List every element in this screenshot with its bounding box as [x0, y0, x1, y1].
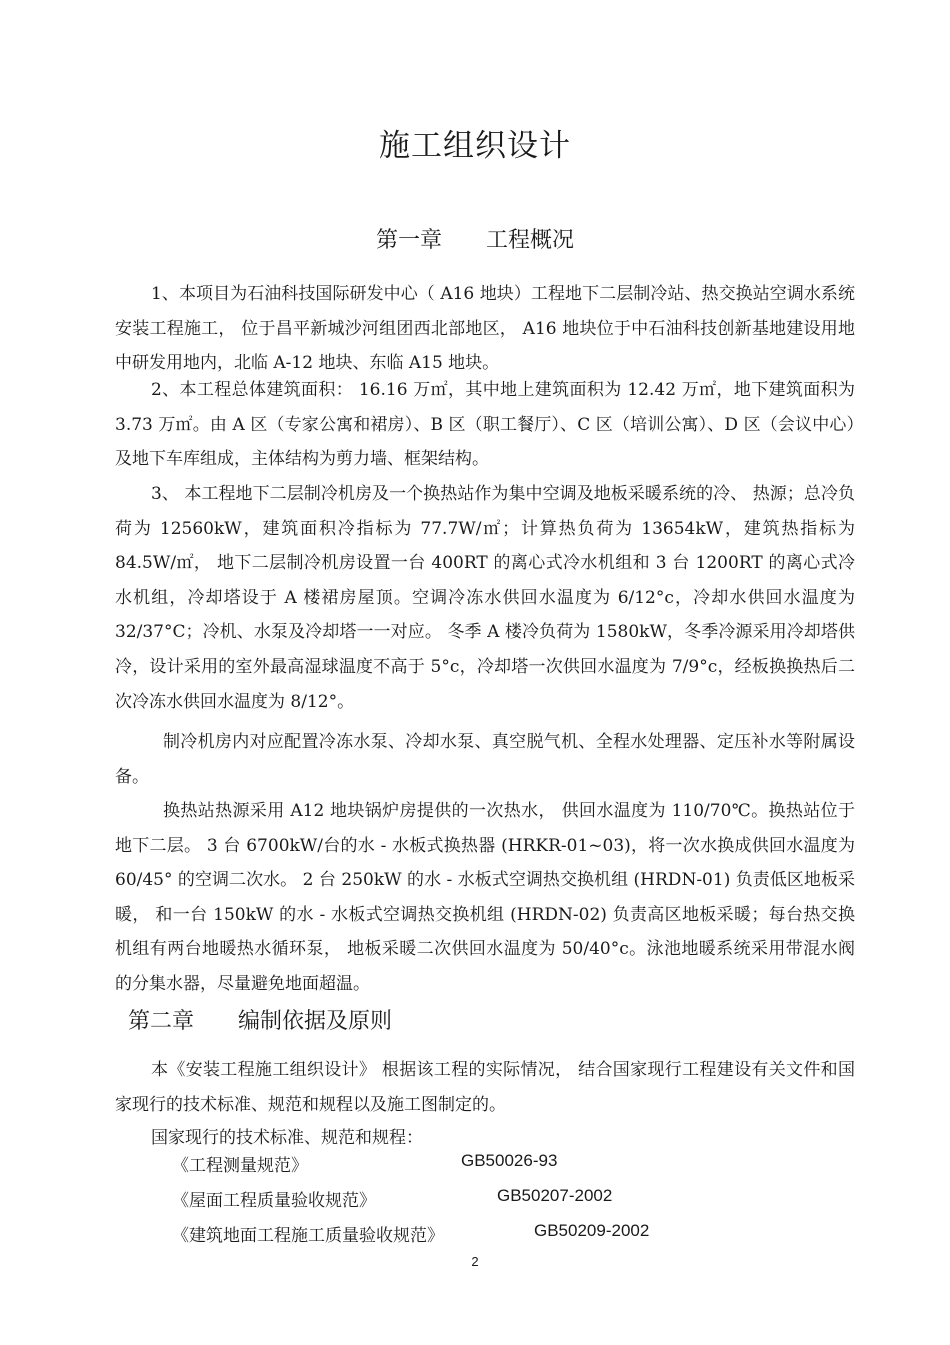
chapter-2-name: 编制依据及原则: [238, 1009, 393, 1034]
chapter-2-heading: [128, 1004, 392, 1035]
paragraph-standards-intro: 国家现行的技术标准、规范和规程：: [151, 1128, 423, 1148]
chapter-1-heading: [0, 223, 950, 254]
standard-name: 《屋面工程质量验收规范》: [172, 1191, 376, 1211]
standard-item: [172, 1221, 650, 1246]
standard-code: GB50207-2002: [497, 1186, 613, 1205]
chapter-1-number: 第一章: [375, 228, 442, 253]
page-number: 2: [471, 1254, 479, 1269]
chapter-2-number: 第二章: [128, 1009, 195, 1034]
paragraph-building-area: 2、本工程总体建筑面积： 16.16 万㎡，其中地上建筑面积为 12.42 万㎡，地下建筑面积为 3.73 万㎡。由 A 区（专家公寓和裙房）、B 区（职工餐厅）、C 区（培训公寓）、D 区（会议中心）及地下车库组成，主体结构为剪力墙、框架结构。: [115, 380, 855, 470]
paragraph-project-location: 1、本项目为石油科技国际研发中心（ A16 地块）工程地下二层制冷站、热交换站空调水系统安装工程施工， 位于昌平新城沙河组团西北部地区， A16 地块位于中石油科技创新基地建设用地中研发用地内，北临 A-12 地块、东临 A15 地块。: [115, 284, 855, 374]
paragraph-cooling-heating-source: 3、 本工程地下二层制冷机房及一个换热站作为集中空调及地板采暖系统的冷、 热源；总冷负荷为 12560kW，建筑面积冷指标为 77.7W/㎡；计算热负荷为 13654kW，建筑热指标为 84.5W/㎡， 地下二层制冷机房设置一台 400RT 的离心式冷水机组和 3 台 1200RT 的离心式冷水机组，冷却塔设于 A 楼裙房屋顶。空调冷冻水供回水温度为 6/12°c，冷却水供回水温度为 32/37°C；冷机、水泵及冷却塔一一对应。 冬季 A 楼冷负荷为 1580kW，冬季冷源采用冷却塔供冷，设计采用的室外最高湿球温度不高于 5°c，冷却塔一次供回水温度为 7/9°c，经板换换热后二次冷冻水供回水温度为 8/12°。: [115, 484, 855, 712]
document-title: 施工组织设计: [379, 128, 571, 164]
paragraph-heat-exchange-station: 换热站热源采用 A12 地块锅炉房提供的一次热水， 供回水温度为 110/70℃。换热站位于地下二层。 3 台 6700kW/台的水 - 水板式换热器 (HRKR-01~03)，将一次水换成供回水温度为 60/45° 的空调二次水。 2 台 250kW 的水 - 水板式空调热交换机组 (HRDN-01) 负责低区地板采暖， 和一台 150kW 的水 - 水板式空调热交换机组 (HRDN-02) 负责高区地板采暖；每台热交换机组有两台地暖热水循环泵， 地板采暖二次供回水温度为 50/40°c。泳池地暖系统采用带混水阀的分集水器，尽量避免地面超温。: [115, 801, 855, 994]
chapter-1-name: 工程概况: [486, 228, 575, 253]
paragraph-chiller-room-equipment: 制冷机房内对应配置冷冻水泵、冷却水泵、真空脱气机、全程水处理器、定压补水等附属设备。: [115, 732, 855, 787]
standard-name: 《建筑地面工程施工质量验收规范》: [172, 1226, 444, 1246]
standard-code: GB50026-93: [461, 1151, 558, 1170]
standard-code: GB50209-2002: [534, 1221, 650, 1240]
paragraph-compilation-basis: 本《安装工程施工组织设计》 根据该工程的实际情况， 结合国家现行工程建设有关文件和国家现行的技术标准、规范和规程以及施工图制定的。: [115, 1060, 855, 1115]
standard-item: [172, 1151, 558, 1176]
standard-name: 《工程测量规范》: [172, 1156, 308, 1176]
standard-item: [172, 1186, 613, 1211]
